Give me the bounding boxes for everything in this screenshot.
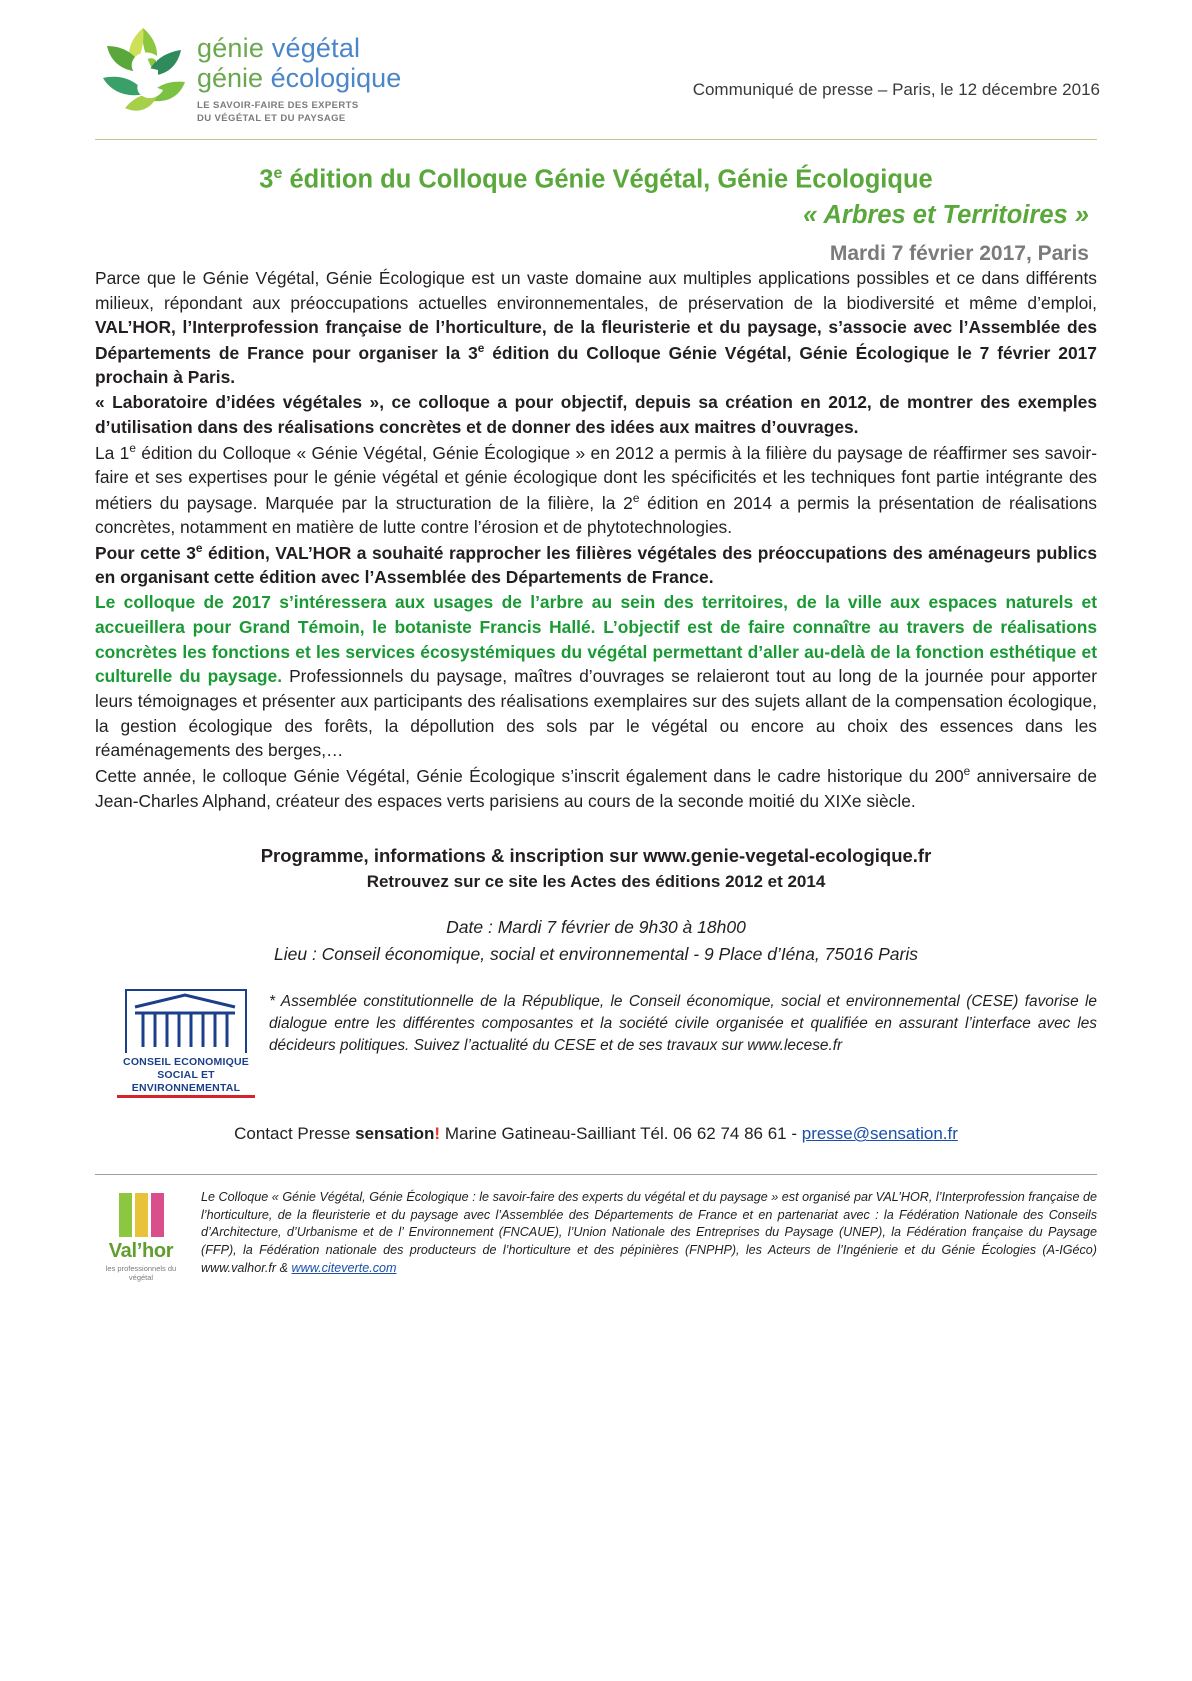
paragraph-anniversary: Cette année, le colloque Génie Végétal, Génie Écologique s’inscrit également dans le cadre historique du 200e anniversaire de Jean-Charles Alphand, créateur des espaces verts parisiens au cours de la seconde moitié du XIXe siècle. bbox=[95, 764, 1097, 811]
cese-caption-line2: SOCIAL ET ENVIRONNEMENTAL bbox=[117, 1069, 255, 1098]
subtitle-date: Mardi 7 février 2017, Paris bbox=[829, 241, 1089, 265]
logo-tagline-line1: LE SAVOIR-FAIRE DES EXPERTS bbox=[197, 99, 359, 111]
paragraph-third-edition: Pour cette 3e édition, VAL’HOR a souhaité rapprocher les filières végétales des préoccupations des aménageurs publics en organisant cette édition avec l’Assemblée des Départements de France. bbox=[95, 540, 1097, 588]
valhor-name: Val’hor bbox=[108, 1240, 174, 1263]
valhor-tagline: les professionnels du végétal bbox=[105, 1264, 177, 1283]
press-contact-line bbox=[95, 1124, 1097, 1144]
event-details-block bbox=[95, 914, 1097, 967]
programme-archive-line: Retrouvez sur ce site les Actes des éditions 2012 et 2014 bbox=[366, 872, 826, 892]
cese-building-icon bbox=[125, 989, 247, 1053]
logo-word-vegetal: végétal bbox=[271, 33, 361, 63]
programme-website-line: Programme, informations & inscription sur www.genie-vegetal-ecologique.fr bbox=[260, 845, 932, 867]
valhor-bars-icon bbox=[95, 1189, 187, 1237]
contact-agency-mark: ! bbox=[434, 1124, 441, 1144]
press-release-dateline: Communiqué de presse – Paris, le 12 décembre 2016 bbox=[692, 80, 1100, 99]
genie-vegetal-logo bbox=[95, 22, 565, 125]
event-date: Date : Mardi 7 février de 9h30 à 18h00 bbox=[446, 917, 746, 938]
contact-person: Marine Gatineau-Sailliant Tél. 06 62 74 86 61 - bbox=[444, 1124, 802, 1144]
logo-wordmark bbox=[193, 22, 401, 125]
subtitle-theme: « Arbres et Territoires » bbox=[803, 200, 1089, 229]
logo-word-genie-1: génie bbox=[197, 33, 265, 63]
contact-email-link[interactable]: presse@sensation.fr bbox=[801, 1124, 958, 1144]
cese-logo bbox=[95, 989, 255, 1098]
title-block bbox=[0, 140, 1192, 266]
paragraph-2017-focus: Le colloque de 2017 s’intéressera aux usages de l’arbre au sein des territoires, de la ville aux espaces naturels et accueillera pour Grand Témoin, le botaniste Francis Hallé. L’objectif est de faire connaître au travers de réalisations concrètes les fonctions et les services écosystémiques du végétal permettant d’aller au-delà de la fonction esthétique et culturelle du paysage. Professionnels du paysage, maîtres d’ouvrages se relaieront tout au long de la journée pour apporter leurs témoignages et présenter aux participants des réalisations exemplaires sur des sujets allant de la compensation écologique, la gestion écologique des forêts, la dépollution des sols par le végétal ou encore au choix des essences dans les réaménagements des berges,… bbox=[95, 592, 1097, 761]
logo-word-ecologique: écologique bbox=[270, 63, 402, 94]
logo-tagline-line2: DU VÉGÉTAL ET DU PAYSAGE bbox=[197, 112, 346, 124]
document-header bbox=[0, 0, 1192, 125]
valhor-logo bbox=[95, 1189, 187, 1282]
page-title: 3e édition du Colloque Génie Végétal, Génie Écologique bbox=[259, 165, 933, 194]
cese-block bbox=[95, 989, 1097, 1098]
logo-word-genie-2: génie bbox=[197, 63, 264, 94]
document-footer bbox=[0, 1175, 1192, 1282]
event-place: Lieu : Conseil économique, social et environnemental - 9 Place d’Iéna, 75016 Paris bbox=[274, 943, 918, 964]
footer-citeverte-link[interactable]: www.citeverte.com bbox=[291, 1260, 397, 1275]
leaf-logo-icon bbox=[95, 22, 193, 122]
footer-partners-text: Le Colloque « Génie Végétal, Génie Écologique : le savoir-faire des experts du végétal et du paysage » est organisé par VAL’HOR, l’Interprofession française de l’horticulture, de la fleuristerie et du paysage avec l’Assemblée des Départements de France et en partenariat avec : la Fédération Nationale des Conseils d’Architecture, d’Urbanisme et de l’ Environnement (FNCAUE), l’Union Nationale des Entreprises du Paysage (UNEP), la Fédération française du Paysage (FFP), la Fédération nationale des producteurs de l’horticulture et des pépinières (FNPHP), les Acteurs de l’Ingénierie et du Génie Écologies (A-IGéco) www.valhor.fr & www.citeverte.com bbox=[201, 1190, 1097, 1275]
paragraph-history: La 1e édition du Colloque « Génie Végétal, Génie Écologique » en 2012 a permis à la filière du paysage de réaffirmer ses savoir-faire et ses expertises pour le génie végétal et génie écologique dont les spécificités et les techniques font partie intégrante des métiers du paysage. Marquée par la structuration de la filière, la 2e édition en 2014 a permis la présentation de réalisations concrètes, notamment en matière de lutte contre l’érosion et de phytotechnologies. bbox=[95, 440, 1097, 538]
paragraph-intro: Parce que le Génie Végétal, Génie Écologique est un vaste domaine aux multiples applications possibles et ce dans différents milieux, répondant aux préoccupations actuelles environnementales, de préservation de la biodiversité et même d’emploi, VAL’HOR, l’Interprofession française de l’horticulture, de la fleuristerie et du paysage, s’associe avec l’Assemblée des Départements de France pour organiser la 3e édition du Colloque Génie Végétal, Génie Écologique le 7 février 2017 prochain à Paris. bbox=[95, 267, 1097, 388]
contact-agency: sensation bbox=[355, 1124, 435, 1144]
cese-caption-line1: CONSEIL ECONOMIQUE bbox=[123, 1055, 249, 1068]
programme-info-block bbox=[95, 845, 1097, 892]
paragraph-objective: « Laboratoire d’idées végétales », ce colloque a pour objectif, depuis sa création en 2012, de montrer des exemples d’utilisation dans des réalisations concrètes et de donner des idées aux maitres d’ouvrages. bbox=[95, 392, 1097, 437]
cese-caption bbox=[117, 1056, 255, 1098]
contact-label: Contact Presse bbox=[234, 1124, 351, 1144]
document-body bbox=[0, 266, 1192, 1144]
cese-note: * Assemblée constitutionnelle de la République, le Conseil économique, social et environnemental (CESE) favorise le dialogue entre les différentes composantes et la société civile organisée et qualifiée en assurant l’interface avec les décideurs politiques. Suivez l’actualité du CESE et de ses travaux sur www.lecese.fr bbox=[269, 992, 1097, 1055]
